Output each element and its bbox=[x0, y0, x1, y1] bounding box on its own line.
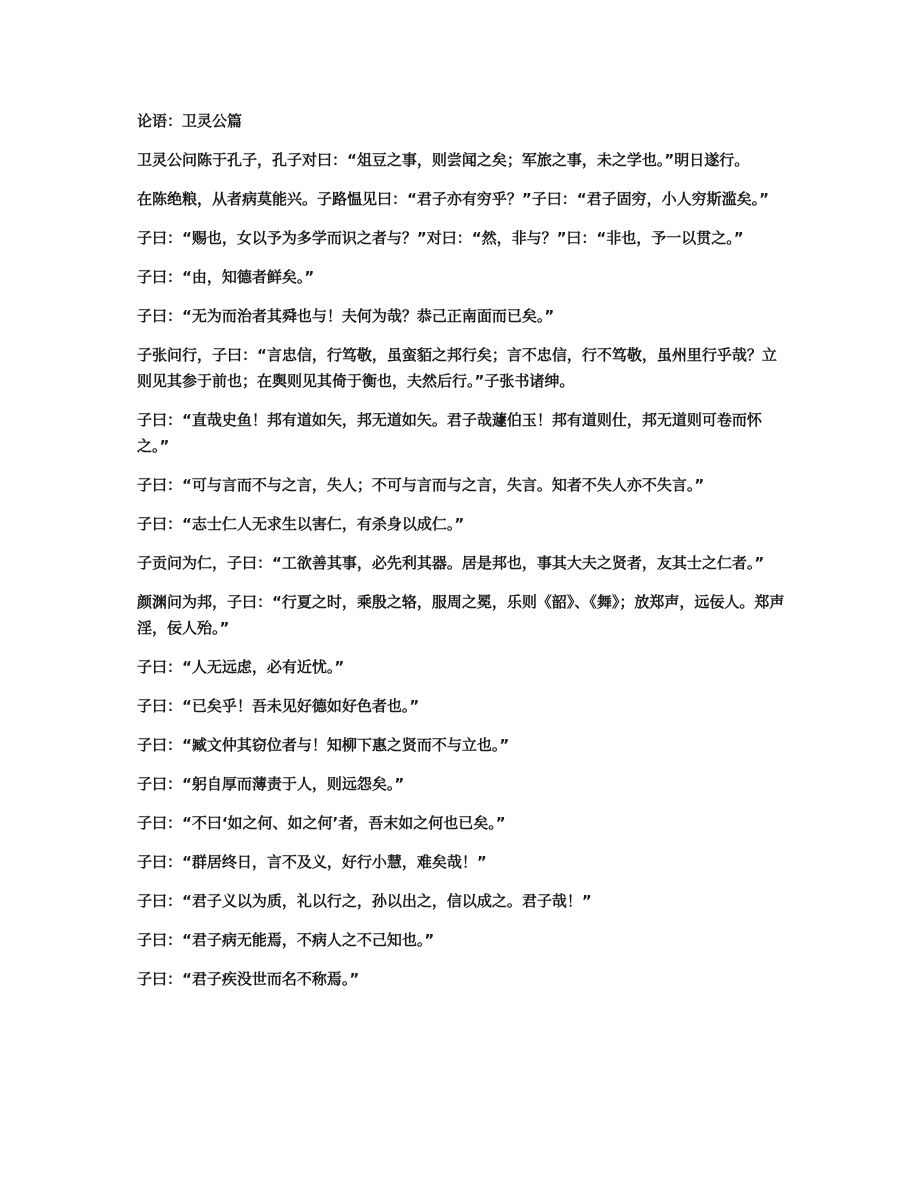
paragraph: 颜渊问为邦，子曰：“行夏之时，乘殷之辂，服周之冕，乐则《韶》、《舞》；放郑声，远佞人。郑声淫，佞人殆。” bbox=[137, 593, 785, 637]
paragraph: 子曰：“君子义以为质，礼以行之，孙以出之，信以成之。君子哉！” bbox=[137, 892, 592, 910]
paragraph: 卫灵公问陈于孔子，孔子对曰：“俎豆之事，则尝闻之矣；军旅之事，未之学也。”明日遂行。 bbox=[137, 151, 750, 169]
paragraph: 子张问行，子曰：“言忠信，行笃敬，虽蛮貊之邦行矣；言不忠信，行不笃敬，虽州里行乎哉？立则见其参于前也；在舆则见其倚于衡也，夫然后行。”子张书诸绅。 bbox=[137, 346, 777, 390]
paragraph: 子曰：“君子病无能焉，不病人之不己知也。” bbox=[137, 931, 435, 949]
paragraph: 子贡问为仁，子曰：“工欲善其事，必先利其器。居是邦也，事其大夫之贤者，友其士之仁者。” bbox=[137, 554, 765, 572]
paragraph: 子曰：“可与言而不与之言，失人；不可与言而与之言，失言。知者不失人亦不失言。” bbox=[137, 476, 705, 494]
paragraph: 子曰：“赐也，女以予为多学而识之者与？”对曰：“然，非与？”曰：“非也，予一以贯之。” bbox=[137, 229, 744, 247]
paragraph: 子曰：“无为而治者其舜也与！夫何为哉？恭己正南面而已矣。” bbox=[137, 307, 555, 325]
paragraph: 子曰：“直哉史鱼！邦有道如矢，邦无道如矢。君子哉蘧伯玉！邦有道则仕，邦无道则可卷而怀之。” bbox=[137, 411, 762, 455]
paragraph: 子曰：“君子疾没世而名不称焉。” bbox=[137, 970, 360, 988]
paragraph: 子曰：“由，知德者鲜矣。” bbox=[137, 268, 315, 286]
paragraph: 子曰：“臧文仲其窃位者与！知柳下惠之贤而不与立也。” bbox=[137, 736, 510, 754]
paragraph: 子曰：“已矣乎！吾未见好德如好色者也。” bbox=[137, 697, 420, 715]
document-title: 论语：卫灵公篇 bbox=[137, 112, 243, 130]
paragraph: 子曰：“不曰‘如之何、如之何’者，吾末如之何也已矣。” bbox=[137, 814, 506, 832]
paragraph: 子曰：“人无远虑，必有近忧。” bbox=[137, 658, 345, 676]
paragraph: 子曰：“群居终日，言不及义，好行小慧，难矣哉！” bbox=[137, 853, 487, 871]
document-body bbox=[137, 108, 787, 992]
paragraph: 子曰：“躬自厚而薄责于人，则远怨矣。” bbox=[137, 775, 405, 793]
paragraph: 子曰：“志士仁人无求生以害仁，有杀身以成仁。” bbox=[137, 515, 465, 533]
paragraph: 在陈绝粮，从者病莫能兴。子路愠见曰：“君子亦有穷乎？”子曰：“君子固穷，小人穷斯滥矣。” bbox=[137, 190, 769, 208]
